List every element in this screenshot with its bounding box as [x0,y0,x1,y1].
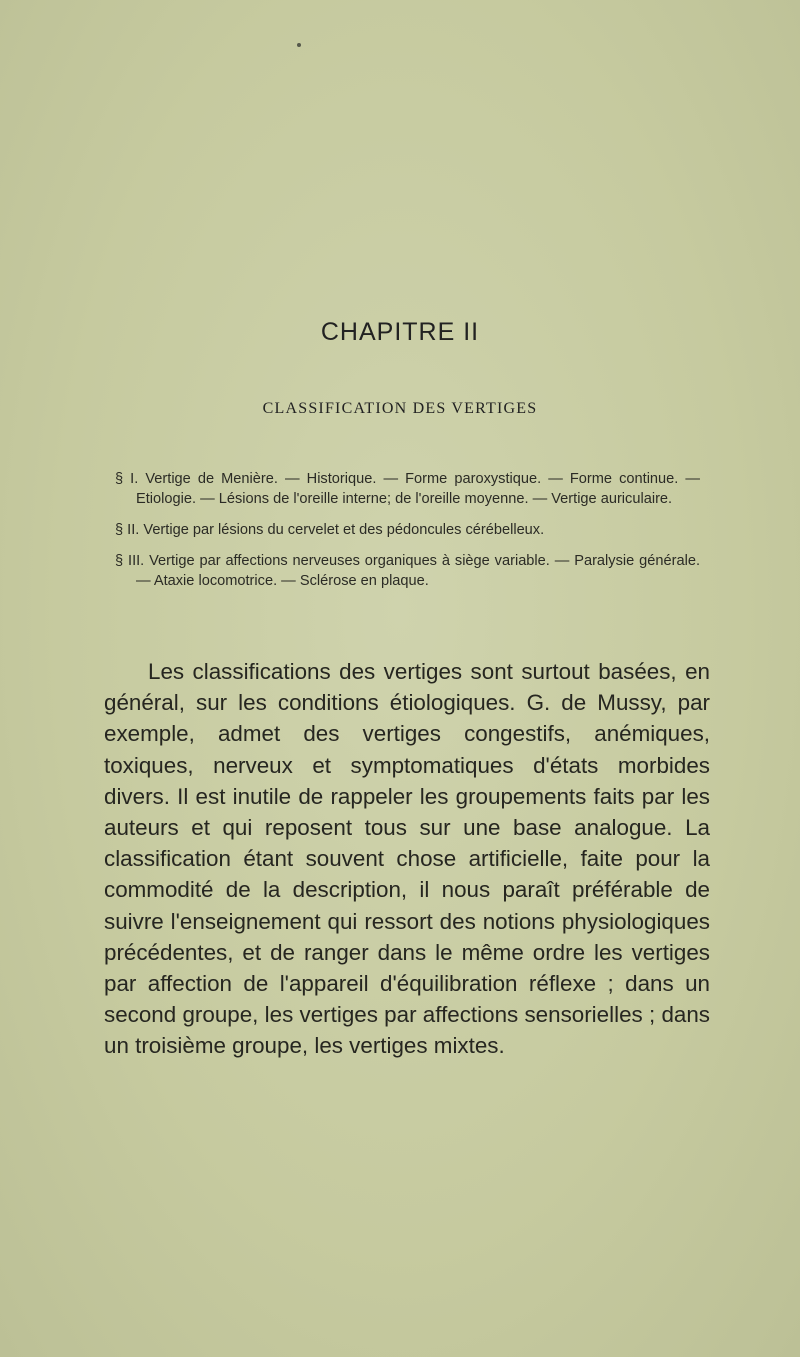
summary-item-3: § III. Vertige par affections nerveuses organiques à siège variable. — Paralysie générale. — Ataxie locomotrice. — Sclérose en plaque. [115,553,700,589]
chapter-heading: CHAPITRE II [320,318,480,346]
body-paragraph: Les classifications des vertiges sont surtout basées, en général, sur les conditions étiologiques. G. de Mussy, par exemple, admet des vertiges congestifs, anémiques, toxiques, nerveux et symptomatiques d'états morbides divers. Il est inutile de rappeler les groupements faits par les auteurs et qui reposent tous sur une base analogue. La classification étant souvent chose artificielle, faite pour la commodité de la description, il nous paraît préférable de suivre l'enseignement qui ressort des notions physiologiques précédentes, et de ranger dans le même ordre les vertiges par affection de l'appareil d'équilibration réflexe ; dans un second groupe, les vertiges par affections sensorielles ; dans un troisième groupe, les vertiges mixtes. [104,659,710,1059]
summary-item-2: § II. Vertige par lésions du cervelet et des pédoncules cérébelleux. [115,522,545,538]
page-speck [297,43,301,47]
summary-item-1: § I. Vertige de Menière. — Historique. — Forme paroxystique. — Forme continue. — Etiologie. — Lésions de l'oreille interne; de l'oreille moyenne. — Vertige auriculaire. [115,471,700,507]
body-text [104,656,710,1062]
chapter-title: CLASSIFICATION DES VERTIGES [262,400,538,417]
chapter-summary [115,469,700,602]
